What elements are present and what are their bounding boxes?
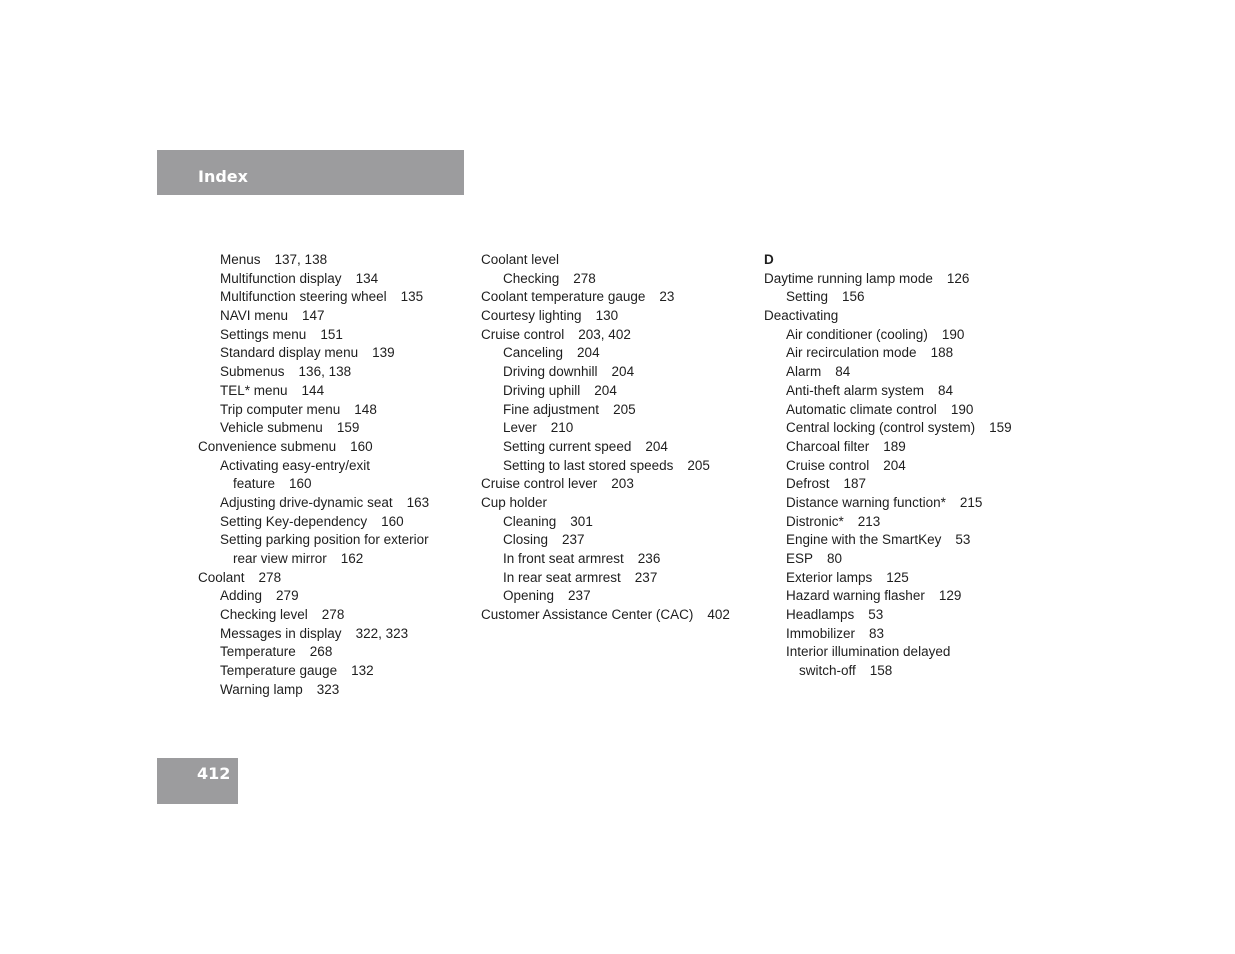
index-page-ref[interactable]: 268: [309, 644, 333, 660]
index-term: Anti-theft alarm system: [786, 382, 925, 398]
index-entry: [198, 326, 429, 345]
index-entry: [764, 625, 1012, 644]
index-page-ref[interactable]: 83: [869, 625, 885, 641]
index-page-ref[interactable]: 53: [955, 532, 971, 548]
index-page-ref[interactable]: 402: [707, 607, 730, 623]
index-page-ref[interactable]: 204: [577, 345, 600, 361]
index-page-ref[interactable]: 139: [372, 345, 395, 361]
index-term: Customer Assistance Center (CAC): [481, 607, 694, 623]
index-entry: [198, 550, 429, 569]
index-term: Charcoal filter: [786, 438, 870, 454]
page-number-box: [157, 758, 238, 804]
index-page-ref[interactable]: 147: [302, 308, 325, 324]
index-term: Convenience submenu: [198, 438, 337, 454]
index-term: Cruise control lever: [481, 476, 598, 492]
index-entry: [764, 326, 1012, 345]
index-entry: [198, 531, 429, 550]
index-page-ref[interactable]: 203: [611, 476, 634, 492]
index-term: Distronic*: [786, 513, 844, 529]
index-page-ref[interactable]: 322, 323: [355, 625, 409, 641]
index-page-ref[interactable]: 159: [989, 420, 1012, 436]
index-page-ref[interactable]: 188: [930, 345, 954, 361]
index-term: Messages in display: [220, 625, 342, 641]
index-entry: [198, 344, 429, 363]
index-term: rear view mirror: [233, 551, 327, 566]
index-entry: [481, 288, 730, 307]
index-term: Cruise control: [786, 457, 870, 473]
index-entry: [764, 513, 1012, 532]
index-entry: [764, 587, 1012, 606]
index-term: Deactivating: [764, 308, 839, 324]
index-entry: [481, 494, 730, 513]
index-entry: [764, 643, 1012, 662]
section-title: Index: [198, 167, 248, 186]
index-entry: [198, 438, 429, 457]
index-page-ref[interactable]: 190: [950, 401, 974, 417]
index-term: Setting: [786, 289, 829, 305]
index-page-ref[interactable]: 301: [570, 513, 593, 529]
index-term: Distance warning function*: [786, 494, 946, 510]
index-entry: [481, 270, 730, 289]
index-term: NAVI menu: [220, 308, 289, 324]
index-term: Coolant level: [481, 252, 560, 267]
index-page-ref[interactable]: 237: [562, 532, 585, 548]
index-term: Checking: [503, 270, 560, 286]
page-number: 412: [197, 764, 231, 783]
index-page-ref[interactable]: 23: [659, 289, 675, 305]
index-page-ref[interactable]: 137, 138: [274, 252, 328, 267]
index-entry: [481, 457, 730, 476]
index-entry: [198, 419, 429, 438]
index-entry: [481, 513, 730, 532]
index-term: Activating easy-entry/exit: [220, 457, 371, 473]
index-entry: [481, 438, 730, 457]
index-term: ESP: [786, 551, 814, 566]
index-entry: [198, 662, 429, 681]
index-entry: [198, 513, 429, 532]
index-page-ref[interactable]: 278: [573, 270, 596, 286]
index-page-ref[interactable]: 162: [340, 551, 364, 566]
index-term: TEL* menu: [220, 382, 288, 398]
index-entry: [198, 643, 429, 662]
index-entry: [764, 531, 1012, 550]
index-entry: [764, 270, 1012, 289]
index-page-ref[interactable]: 148: [354, 401, 377, 417]
index-term: Adding: [220, 588, 263, 604]
index-page-ref[interactable]: 278: [258, 569, 282, 585]
index-entry: [764, 344, 1012, 363]
index-term: Adjusting drive-dynamic seat: [220, 494, 393, 510]
index-page-ref[interactable]: 129: [938, 588, 962, 604]
index-term: Vehicle submenu: [220, 420, 323, 436]
index-page-ref[interactable]: 204: [594, 382, 617, 398]
index-term: Cleaning: [503, 513, 557, 529]
index-entry: [481, 587, 730, 606]
index-page-ref[interactable]: 144: [301, 382, 325, 398]
index-term: Temperature gauge: [220, 663, 338, 679]
index-page-ref[interactable]: 237: [568, 588, 591, 604]
index-entry: [198, 307, 429, 326]
index-entry: [198, 270, 429, 289]
index-entry: [764, 569, 1012, 588]
index-page-ref[interactable]: 204: [883, 457, 906, 473]
index-page-ref[interactable]: 205: [613, 401, 636, 417]
index-entry: [481, 475, 730, 494]
index-term: Opening: [503, 588, 555, 604]
index-term: Cruise control: [481, 326, 565, 342]
index-term: Coolant temperature gauge: [481, 289, 646, 305]
index-page-ref[interactable]: 126: [946, 270, 970, 286]
index-page-ref[interactable]: 187: [843, 476, 867, 492]
index-term: Menus: [220, 252, 261, 267]
index-entry: [764, 550, 1012, 569]
index-term: Multifunction steering wheel: [220, 289, 387, 305]
index-page-ref[interactable]: 237: [634, 569, 658, 585]
index-entry: [764, 419, 1012, 438]
index-page-ref[interactable]: 84: [835, 364, 851, 380]
index-term: Fine adjustment: [503, 401, 600, 417]
index-page-ref[interactable]: 236: [637, 551, 661, 566]
index-term: Courtesy lighting: [481, 308, 582, 324]
index-term: Driving uphill: [503, 382, 581, 398]
index-entry: [198, 606, 429, 625]
index-entry: [481, 326, 730, 345]
index-term: Air conditioner (cooling): [786, 326, 928, 342]
index-term: D: [764, 252, 774, 267]
index-column-2: [481, 251, 730, 625]
index-term: Interior illumination delayed: [786, 644, 951, 660]
index-term: In front seat armrest: [503, 551, 624, 566]
index-term: Automatic climate control: [786, 401, 937, 417]
index-entry: [764, 438, 1012, 457]
index-entry: [481, 419, 730, 438]
index-entry: [764, 307, 1012, 326]
index-entry: [198, 401, 429, 420]
index-page-ref[interactable]: 279: [276, 588, 299, 604]
index-page-ref[interactable]: 210: [550, 420, 574, 436]
index-page-ref[interactable]: 151: [320, 326, 343, 342]
index-page-ref[interactable]: 160: [381, 513, 404, 529]
index-entry: [481, 251, 730, 270]
index-page-ref[interactable]: 204: [645, 438, 668, 454]
index-entry: [764, 606, 1012, 625]
index-entry: [764, 401, 1012, 420]
index-entry: [198, 587, 429, 606]
index-term: Daytime running lamp mode: [764, 270, 933, 286]
index-page-ref[interactable]: 156: [842, 289, 865, 305]
index-page-ref[interactable]: 136, 138: [298, 364, 352, 380]
index-term: Setting to last stored speeds: [503, 457, 674, 473]
index-page-ref[interactable]: 323: [316, 681, 340, 697]
index-term: Alarm: [786, 364, 822, 380]
index-term: Engine with the SmartKey: [786, 532, 942, 548]
index-term: feature: [233, 476, 276, 492]
index-term: Setting parking position for exterior: [220, 532, 429, 548]
index-page-ref[interactable]: 135: [400, 289, 424, 305]
index-column-1: [198, 251, 429, 700]
index-page-ref[interactable]: 53: [868, 607, 884, 623]
index-page-ref[interactable]: 80: [827, 551, 843, 566]
index-term: Defrost: [786, 476, 830, 492]
index-entry: [764, 457, 1012, 476]
index-term: Setting current speed: [503, 438, 632, 454]
index-page-ref[interactable]: 205: [687, 457, 710, 473]
index-entry: [198, 681, 429, 700]
index-term: Setting Key-dependency: [220, 513, 368, 529]
index-page-ref[interactable]: 134: [355, 270, 379, 286]
index-page-ref[interactable]: 189: [883, 438, 906, 454]
index-term: Warning lamp: [220, 681, 303, 697]
index-term: In rear seat armrest: [503, 569, 621, 585]
index-page-ref[interactable]: 159: [336, 420, 360, 436]
index-entry: [764, 475, 1012, 494]
index-entry: [764, 494, 1012, 513]
index-page-ref[interactable]: 132: [351, 663, 374, 679]
index-term: Cup holder: [481, 494, 548, 510]
index-term: Headlamps: [786, 607, 855, 623]
index-entry: [481, 363, 730, 382]
index-entry: [198, 457, 429, 476]
index-term: Multifunction display: [220, 270, 342, 286]
index-page-ref[interactable]: 215: [959, 494, 983, 510]
index-page-ref[interactable]: 130: [595, 308, 619, 324]
index-term: Hazard warning flasher: [786, 588, 925, 604]
index-entry: [198, 363, 429, 382]
index-column-3: [764, 251, 1012, 681]
index-term: Central locking (control system): [786, 420, 976, 436]
index-entry: [764, 382, 1012, 401]
index-entry: [198, 382, 429, 401]
index-term: Trip computer menu: [220, 401, 341, 417]
section-header-bar: [157, 150, 464, 195]
index-entry: [198, 288, 429, 307]
index-entry: [198, 475, 429, 494]
index-term: Lever: [503, 420, 537, 436]
index-page-ref[interactable]: 158: [869, 663, 893, 679]
index-page-ref[interactable]: 125: [886, 569, 909, 585]
index-entry: [198, 251, 429, 270]
index-term: switch-off: [799, 663, 856, 679]
index-entry: [481, 606, 730, 625]
index-entry: [764, 288, 1012, 307]
index-page-ref[interactable]: 278: [321, 607, 345, 623]
index-entry: [481, 382, 730, 401]
index-entry: [764, 363, 1012, 382]
index-page-ref[interactable]: 160: [289, 476, 312, 492]
index-entry: [198, 494, 429, 513]
index-page-ref[interactable]: 163: [406, 494, 430, 510]
index-term: Driving downhill: [503, 364, 598, 380]
index-page-ref[interactable]: 204: [611, 364, 635, 380]
index-entry: [481, 307, 730, 326]
index-entry: [481, 401, 730, 420]
index-term: Temperature: [220, 644, 296, 660]
index-term: Closing: [503, 532, 549, 548]
index-term: Standard display menu: [220, 345, 359, 361]
index-page-ref[interactable]: 84: [938, 382, 954, 398]
index-term: Checking level: [220, 607, 308, 623]
index-page-ref[interactable]: 190: [941, 326, 965, 342]
index-entry: [481, 344, 730, 363]
index-term: Canceling: [503, 345, 564, 361]
index-term: Immobilizer: [786, 625, 856, 641]
index-term: Settings menu: [220, 326, 307, 342]
index-entry: [198, 625, 429, 644]
index-entry: [764, 662, 1012, 681]
index-entry: [481, 550, 730, 569]
index-term: Submenus: [220, 364, 285, 380]
index-letter-heading: [764, 251, 1012, 270]
index-term: Coolant: [198, 569, 245, 585]
index-entry: [481, 531, 730, 550]
index-page-ref[interactable]: 213: [857, 513, 881, 529]
index-term: Air recirculation mode: [786, 345, 917, 361]
index-page-ref[interactable]: 160: [350, 438, 373, 454]
index-entry: [198, 569, 429, 588]
index-term: Exterior lamps: [786, 569, 873, 585]
index-entry: [481, 569, 730, 588]
index-page-ref[interactable]: 203, 402: [578, 326, 631, 342]
